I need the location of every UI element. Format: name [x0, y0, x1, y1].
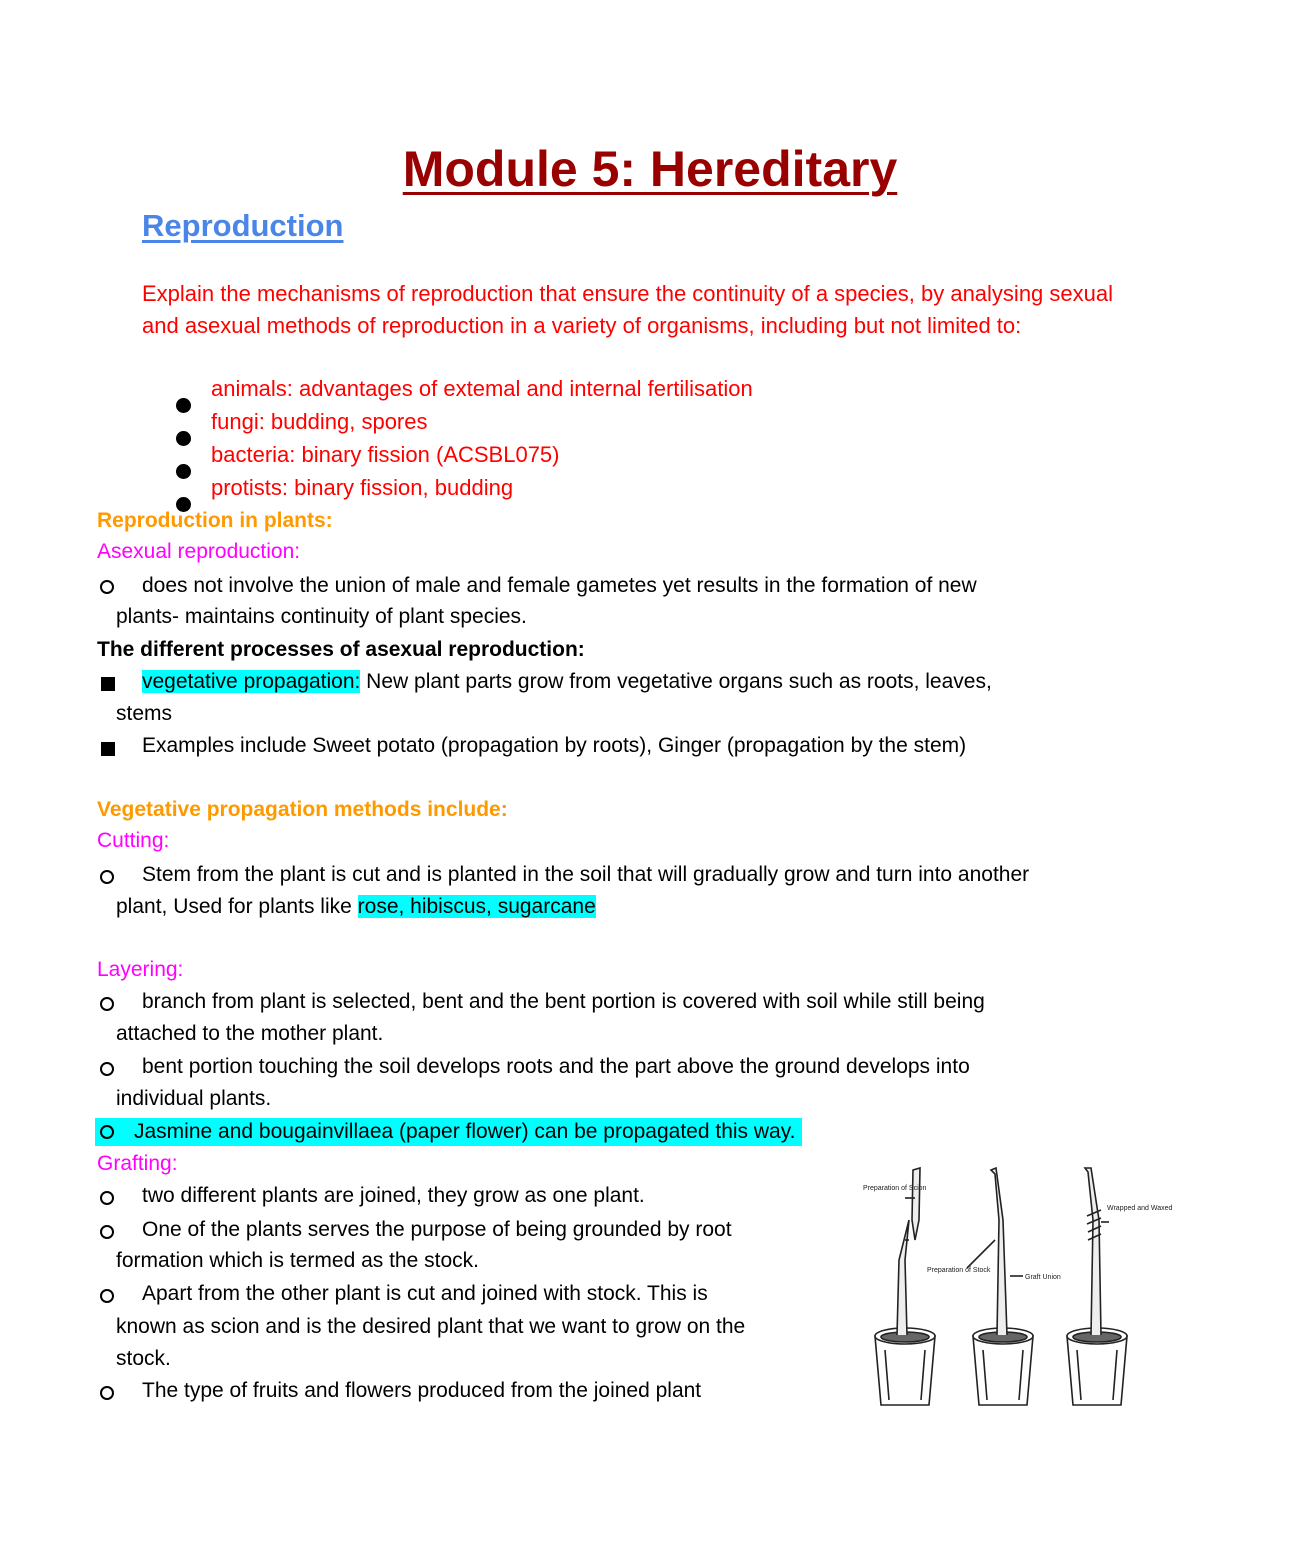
list-item: Apart from the other plant is cut and joined with stock. This is [142, 1282, 708, 1305]
highlighted-list-item [95, 1118, 802, 1146]
list-item-continued: known as scion and is the desired plant that we want to grow on the [116, 1315, 746, 1338]
circle-bullet-icon [100, 997, 114, 1011]
list-item: The type of fruits and flowers produced from the joined plant [142, 1379, 702, 1402]
list-item-continued: formation which is termed as the stock. [116, 1249, 479, 1272]
highlighted-term: rose, hibiscus, sugarcane [357, 895, 596, 918]
circle-bullet-icon [100, 1386, 114, 1400]
figure-label-stock: Preparation of Stock [927, 1267, 991, 1274]
list-item: bent portion touching the soil develops roots and the part above the ground develops into [142, 1055, 970, 1078]
figure-label-wrapped: Wrapped and Waxed [1107, 1205, 1173, 1212]
circle-bullet-icon [100, 1125, 114, 1139]
figure-label-union: Graft Union [1025, 1274, 1061, 1281]
list-item [142, 670, 992, 694]
pot-3 [1067, 1168, 1127, 1405]
list-item-continued: attached to the mother plant. [116, 1022, 384, 1045]
list-item: protists: binary fission, budding [211, 475, 514, 500]
circle-bullet-icon [100, 1289, 114, 1303]
list-item: animals: advantages of extemal and internal fertilisation [211, 376, 753, 401]
intro-paragraph: Explain the mechanisms of reproduction that ensure the continuity of a species, by analysing sexual and asexual methods of reproduction in a variety of organisms, including but not limited to: [142, 281, 1113, 338]
methods-heading: Vegetative propagation methods include: [97, 798, 508, 821]
square-bullet-icon [101, 677, 115, 691]
section-heading: Reproduction [142, 208, 344, 243]
processes-heading: The different processes of asexual reproduction: [97, 638, 585, 661]
list-item-continued: individual plants. [116, 1087, 272, 1110]
list-item-continued [116, 895, 596, 919]
pot-1 [875, 1168, 935, 1405]
list-item-text: Jasmine and bougainvillaea (paper flower) can be propagated this way. [134, 1120, 796, 1143]
page-title: Module 5: Hereditary [402, 141, 898, 197]
list-item-text: New plant parts grow from vegetative organs such as roots, leaves, [366, 670, 992, 693]
circle-bullet-icon [100, 1191, 114, 1205]
circle-bullet-icon [100, 1225, 114, 1239]
list-item: Stem from the plant is cut and is planted in the soil that will gradually grow and turn into another [142, 863, 1030, 886]
list-item: fungi: budding, spores [211, 409, 428, 434]
list-item-text: plant, Used for plants like [116, 895, 352, 918]
list-item-continued: plants- maintains continuity of plant species. [116, 605, 527, 628]
figure-label-scion: Preparation of Scion [863, 1185, 927, 1192]
grafting-illustration [845, 1160, 1173, 1420]
bullet-icon [176, 464, 191, 479]
list-item-continued: stock. [116, 1347, 171, 1370]
asexual-heading: Asexual reproduction: [97, 540, 301, 563]
cutting-heading: Cutting: [97, 829, 170, 852]
circle-bullet-icon [100, 870, 114, 884]
circle-bullet-icon [100, 1062, 114, 1076]
list-item: does not involve the union of male and female gametes yet results in the formation of new [142, 574, 977, 597]
bullet-icon [176, 398, 191, 413]
list-item: two different plants are joined, they grow as one plant. [142, 1184, 645, 1207]
list-item: Examples include Sweet potato (propagation by roots), Ginger (propagation by the stem) [142, 734, 967, 757]
list-item: One of the plants serves the purpose of being grounded by root [142, 1218, 732, 1241]
pot-2 [973, 1168, 1033, 1405]
circle-bullet-icon [100, 580, 114, 594]
layering-heading: Layering: [97, 958, 184, 981]
list-item-continued: stems [116, 702, 173, 725]
list-item: bacteria: binary fission (ACSBL075) [211, 442, 560, 467]
square-bullet-icon [101, 742, 115, 756]
bullet-icon [176, 431, 191, 446]
grafting-heading: Grafting: [97, 1152, 178, 1175]
list-item: branch from plant is selected, bent and the bent portion is covered with soil while still being [142, 990, 985, 1013]
highlighted-term: vegetative propagation: [142, 670, 361, 693]
plants-heading: Reproduction in plants: [97, 509, 333, 532]
